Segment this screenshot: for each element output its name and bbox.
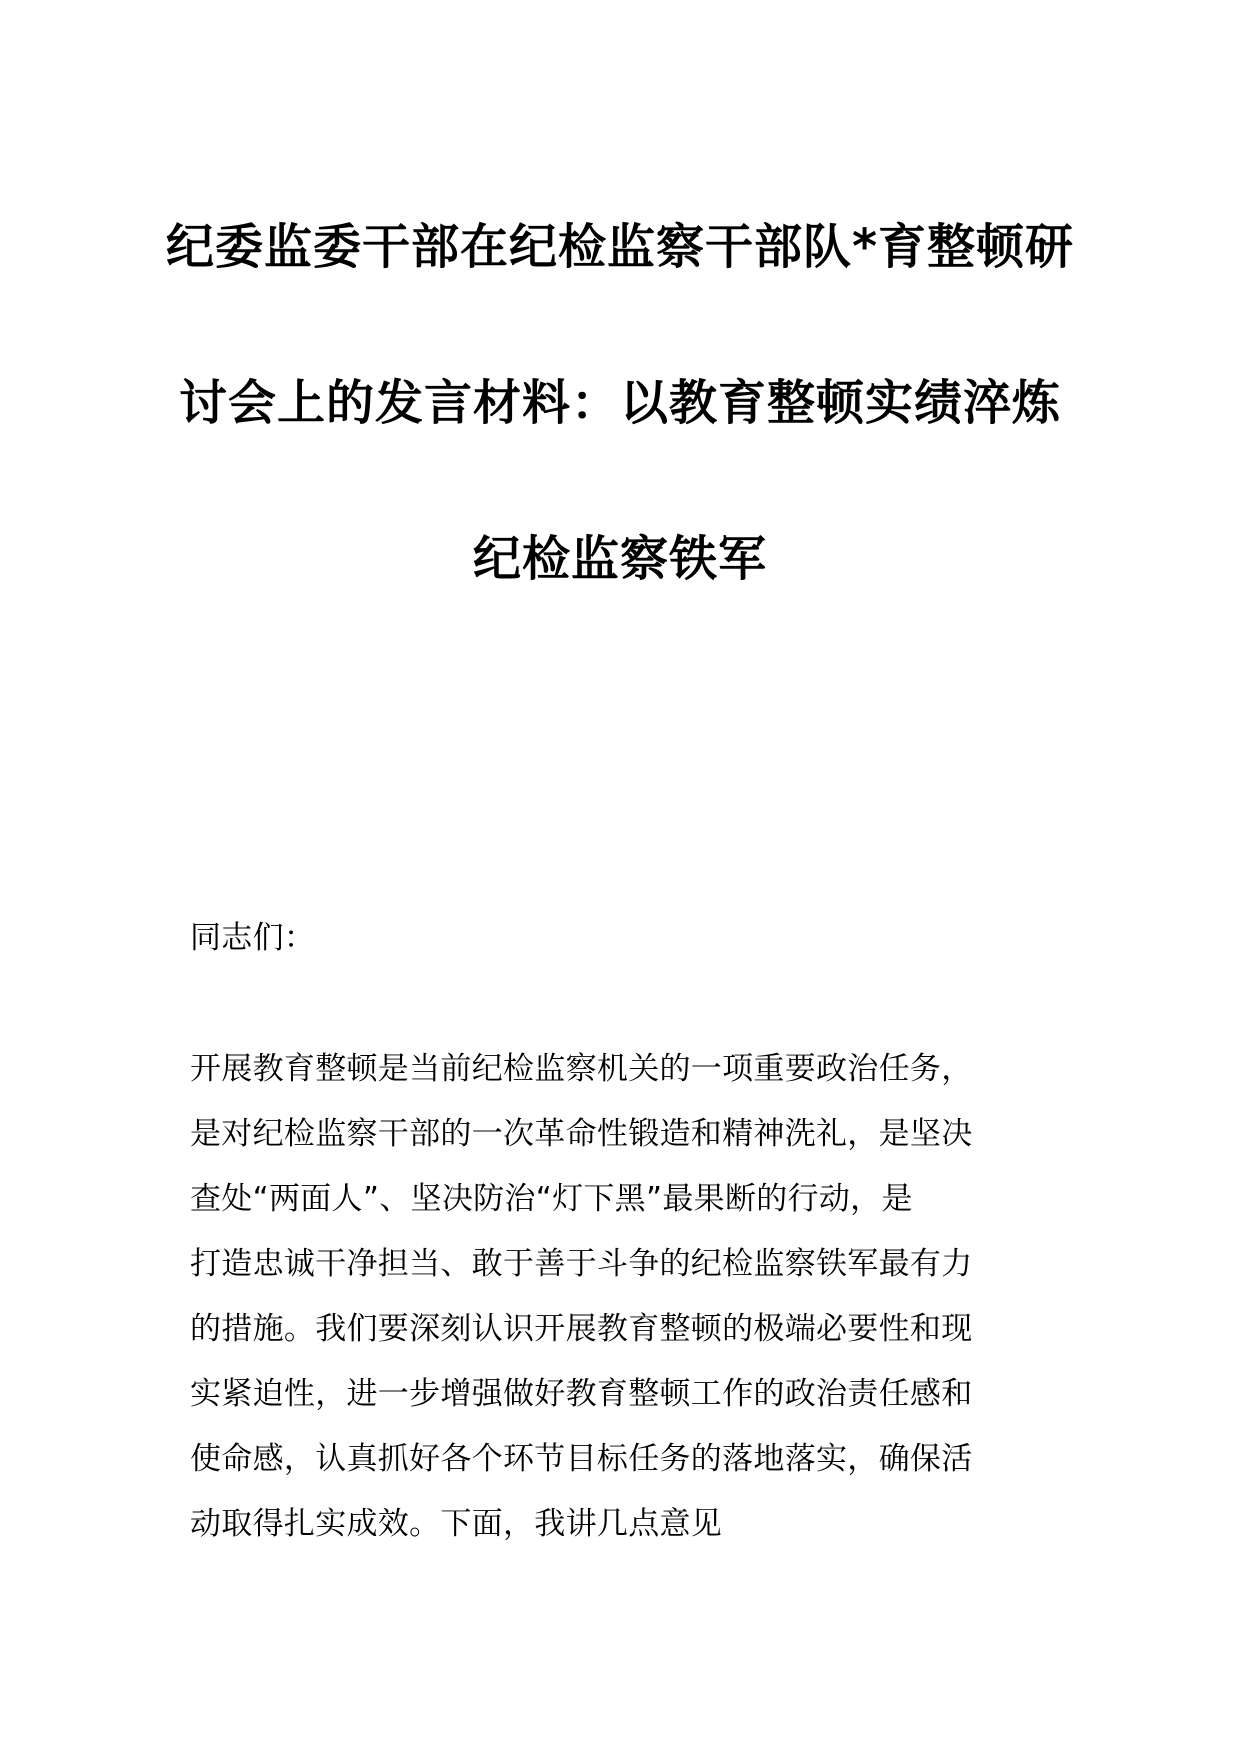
paragraph-line: 是对纪检监察干部的一次革命性锻造和精神洗礼，是坚决 [190, 1116, 973, 1152]
paragraph-line: 打造忠诚干净担当、敢于善于斗争的纪检监察铁军最有力 [190, 1246, 973, 1282]
title-line-1: 纪委监委干部在纪检监察干部队*育整顿研 [165, 219, 1075, 275]
title-line-2: 讨会上的发言材料：以教育整顿实绩淬炼 [178, 375, 1061, 431]
greeting: 同志们： [190, 920, 316, 956]
paragraph-line: 查处“两面人”、坚决防治“灯下黑”最果断的行动，是 [190, 1181, 913, 1217]
paragraph-line: 开展教育整顿是当前纪检监察机关的一项重要政治任务， [190, 1051, 973, 1087]
title-line-3: 纪检监察铁军 [472, 531, 767, 587]
paragraph-line: 的措施。我们要深刻认识开展教育整顿的极端必要性和现 [190, 1311, 973, 1347]
paragraph-line: 动取得扎实成效。下面，我讲几点意见 [190, 1506, 723, 1542]
paragraph-line: 实紧迫性，进一步增强做好教育整顿工作的政治责任感和 [190, 1376, 973, 1412]
paragraph-line: 使命感，认真抓好各个环节目标任务的落地落实，确保活 [190, 1441, 973, 1477]
